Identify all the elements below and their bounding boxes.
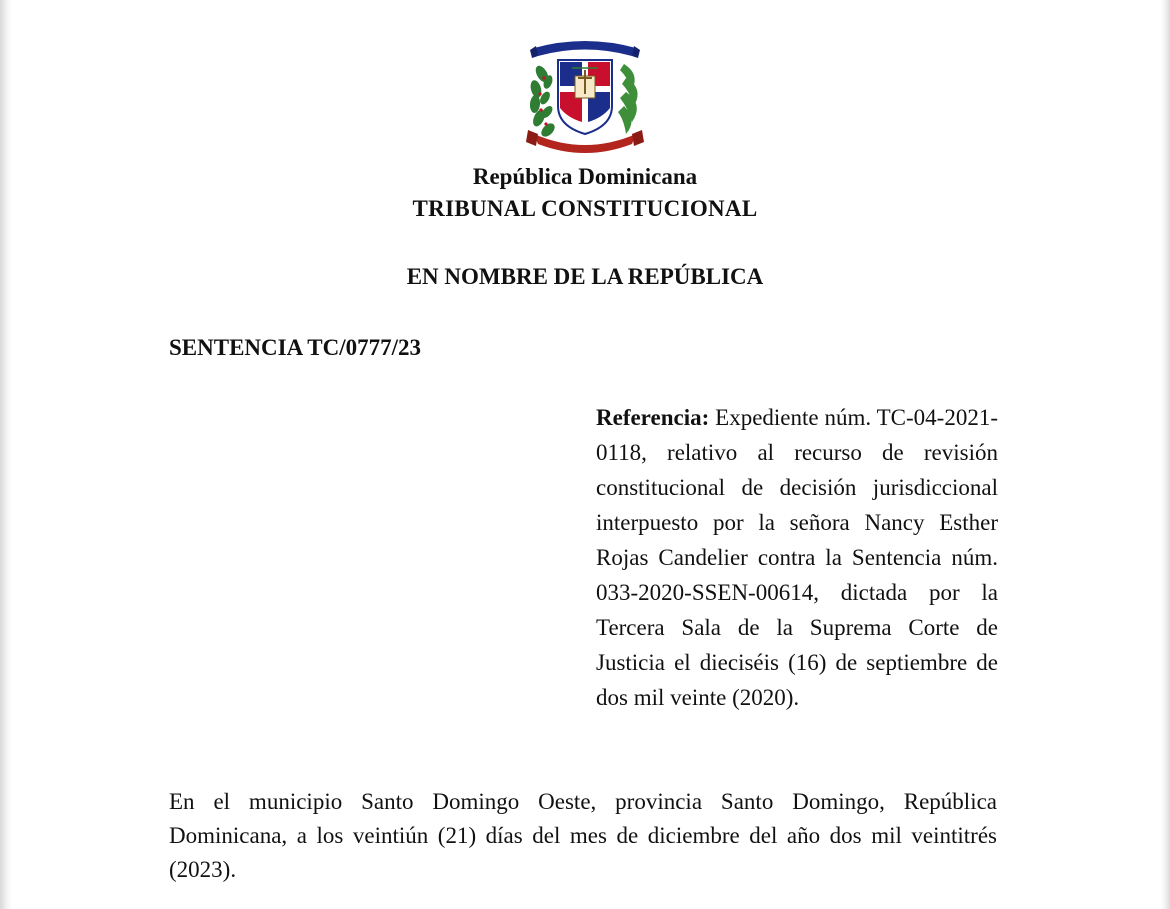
page-edge-right <box>1160 0 1170 909</box>
page-edge-left <box>0 0 12 909</box>
referencia-label: Referencia: <box>596 405 716 430</box>
referencia-block <box>596 400 998 715</box>
referencia-text: Expediente núm. TC-04-2021-0118, relativo al recurso de revisión constitucional de decisión jurisdiccional interpuesto por la señora Nancy Esther Rojas Candelier contra la Sentencia núm. 033-2020-SSEN-00614, dictada por la Tercera Sala de la Suprema Corte de Justicia el dieciséis (16) de septiembre de dos mil veinte (2020). <box>596 405 998 710</box>
heading-en-nombre: EN NOMBRE DE LA REPÚBLICA <box>406 264 764 289</box>
body-paragraph: En el municipio Santo Domingo Oeste, provincia Santo Domingo, República Dominicana, a los veintiún (21) días del mes de diciembre del año dos mil veintitrés (2023). <box>169 789 997 882</box>
sentencia-title: SENTENCIA TC/0777/23 <box>169 335 422 360</box>
dominican-coat-of-arms-icon <box>520 34 650 156</box>
institution-name: TRIBUNAL CONSTITUCIONAL <box>412 196 758 221</box>
country-name: República Dominicana <box>472 164 698 189</box>
